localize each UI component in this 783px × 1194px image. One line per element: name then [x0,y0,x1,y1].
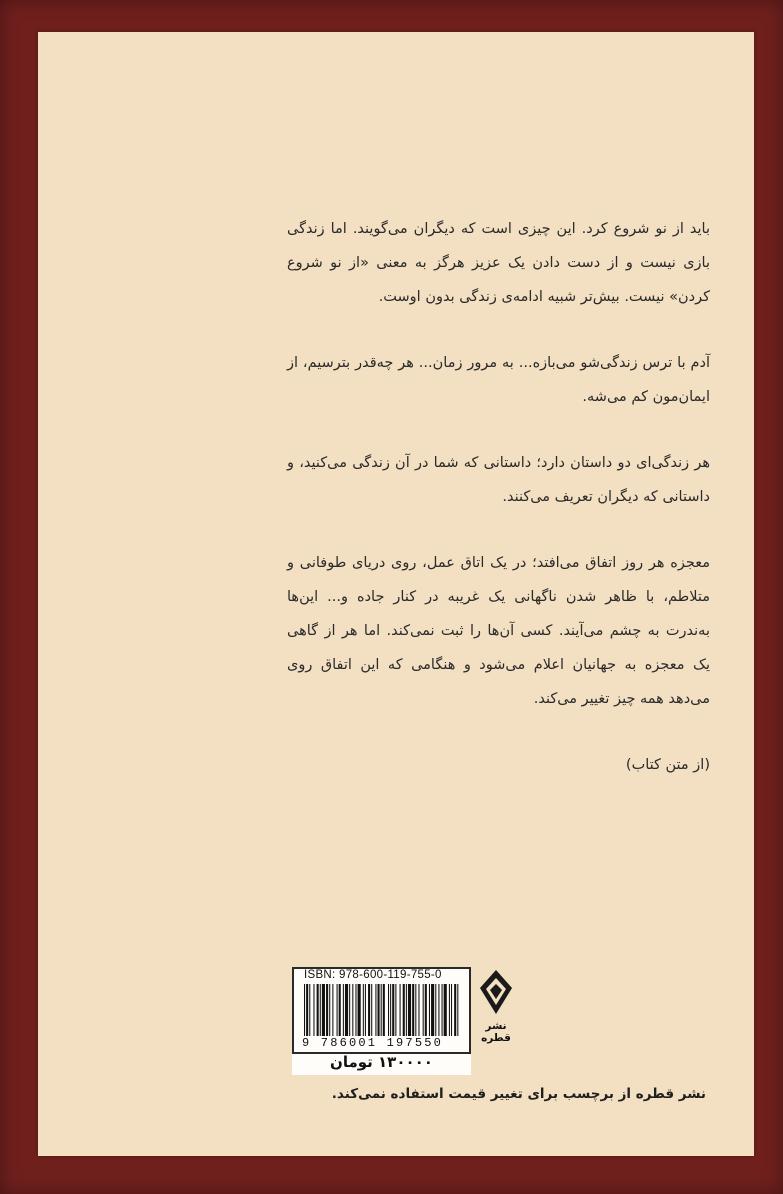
blurb-paragraph-4: معجزه هر روز اتفاق می‌افتد؛ در یک اتاق عمل، روی دریای طوفانی و متلاطم، با ظاهر شدن ناگهانی یک غریبه در کنار جاده و... این‌ها به‌ندرت به چشم می‌آیند. کسی آن‌ها را ثبت نمی‌کند. اما هر از گاهی یک معجزه به جهانیان اعلام می‌شود و هنگامی که این اتفاق روی می‌دهد همه چیز تغییر می‌کند. [287,555,710,707]
blurb-paragraph-3: هر زندگی‌ای دو داستان دارد؛ داستانی که شما در آن زندگی می‌کنید، و داستانی که دیگران تعریف می‌کنند. [287,455,710,505]
price-label: ۱۳۰۰۰۰ تومان [330,1053,433,1071]
barcode [302,984,462,1036]
blurb-paragraph-1: باید از نو شروع کرد. این چیزی است که دیگران می‌گویند. اما زندگی بازی نیست و از دست دادن یک عزیز هرگز به معنی «از نو شروع کردن» نیست. بیش‌تر شبیه ادامه‌ی زندگی بدون اوست. [287,221,710,305]
blurb-source: (از متن کتاب) [625,757,710,773]
qatreh-publisher-logo-icon [478,968,514,1016]
barcode-digits: 9 786001 197550 [302,1036,444,1050]
isbn-label: ISBN: 978-600-119-755-0 [304,969,442,981]
publisher-name: نشر قطره [481,1020,511,1044]
blurb-paragraph-2: آدم با ترس زندگی‌شو می‌بازه... به مرور زمان... هر چه‌قدر بترسیم، از ایمان‌مون کم می‌شه. [287,355,710,405]
blurb-text [287,212,710,814]
price-sticker-notice: نشر قطره از برچسب برای تغییر قیمت استفاده نمی‌کند. [331,1086,706,1102]
